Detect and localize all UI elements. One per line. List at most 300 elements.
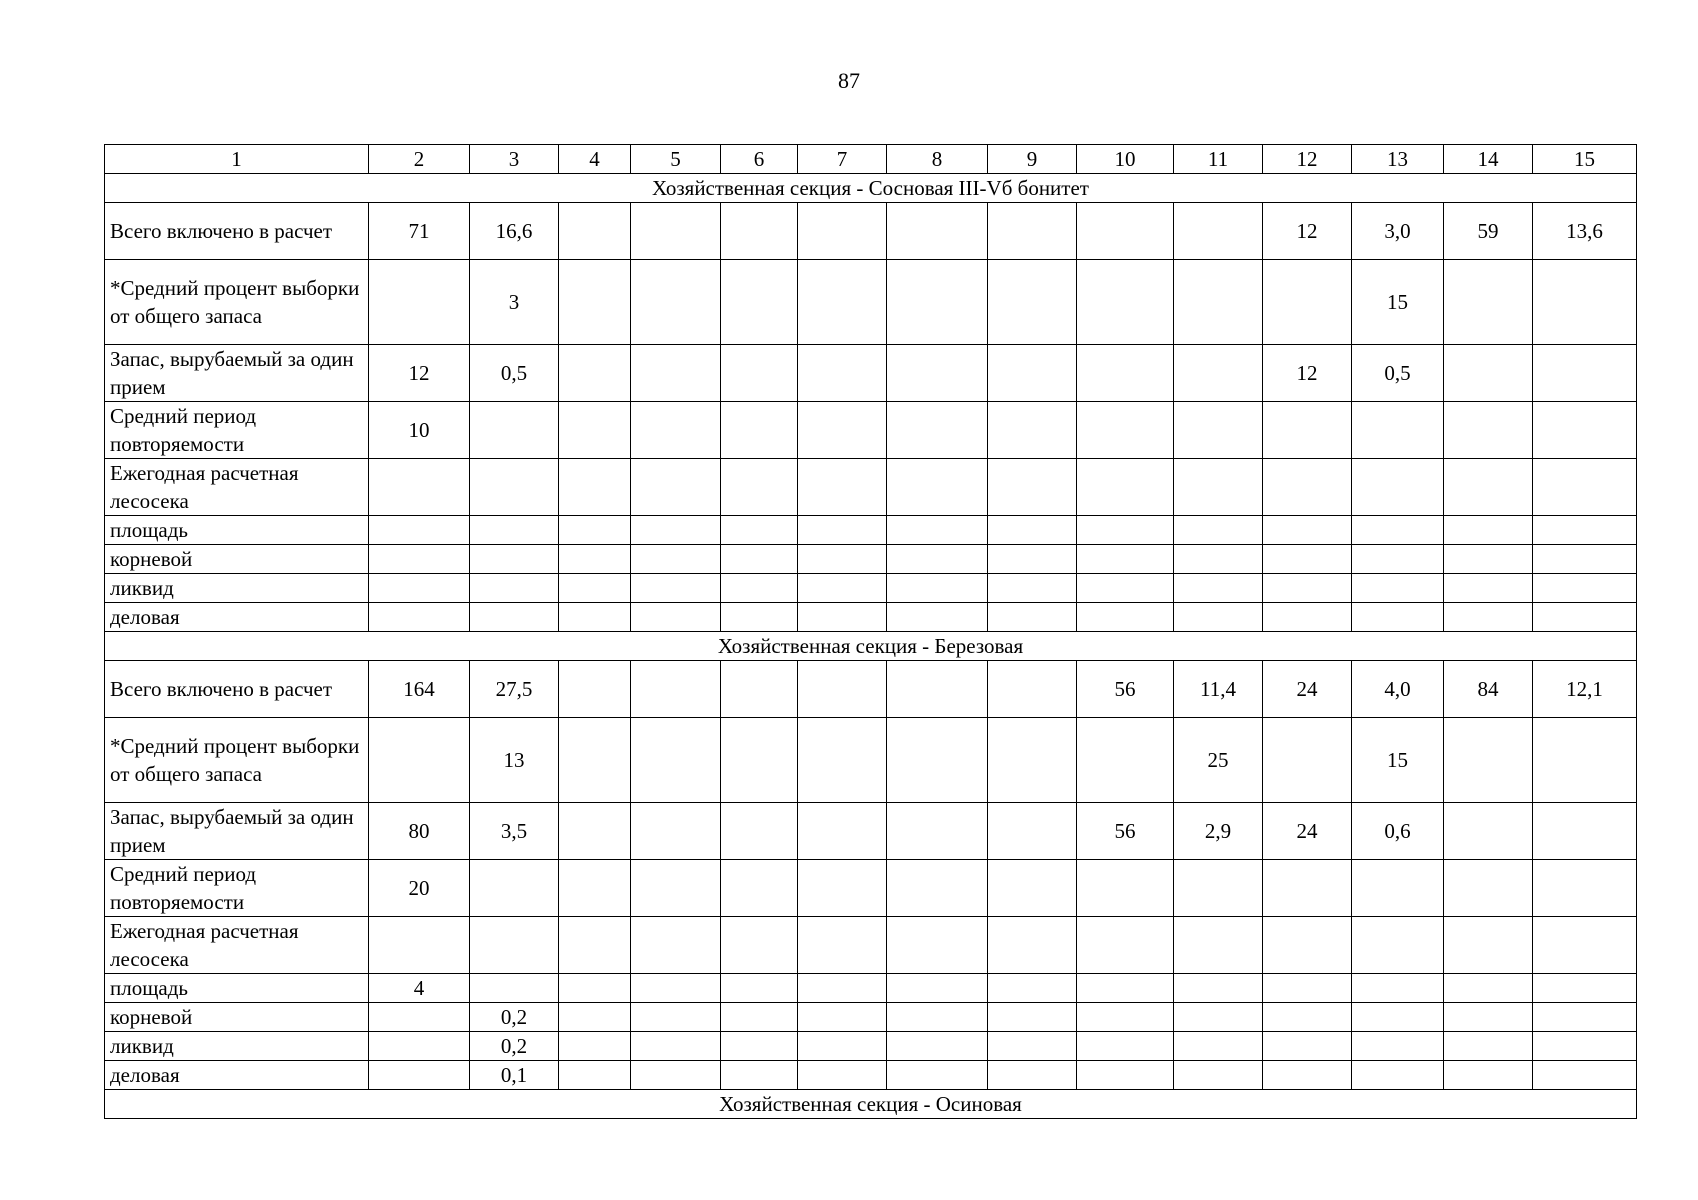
table-cell <box>631 402 721 459</box>
row-label: корневой <box>105 1003 369 1032</box>
table-cell: 12 <box>1263 345 1352 402</box>
table-cell <box>988 1003 1077 1032</box>
section-title: Хозяйственная секция - Осиновая <box>105 1090 1637 1119</box>
table-cell <box>887 516 988 545</box>
table-cell <box>369 260 470 345</box>
row-label: ликвид <box>105 574 369 603</box>
table-cell <box>1444 260 1533 345</box>
row-label: Средний период повторяемости <box>105 402 369 459</box>
table-cell <box>470 860 559 917</box>
table-cell <box>721 860 798 917</box>
table-cell <box>887 661 988 718</box>
table-cell <box>988 974 1077 1003</box>
table-cell <box>798 459 887 516</box>
table-cell <box>887 1003 988 1032</box>
table-cell <box>631 1032 721 1061</box>
table-cell <box>559 1003 631 1032</box>
table-cell: 10 <box>369 402 470 459</box>
table-cell: 0,5 <box>470 345 559 402</box>
table-cell <box>631 917 721 974</box>
table-row <box>105 516 1637 545</box>
table-cell <box>988 603 1077 632</box>
table-cell: 56 <box>1077 661 1174 718</box>
table-cell: 12 <box>1263 203 1352 260</box>
table-cell <box>1077 516 1174 545</box>
table-row <box>105 260 1637 345</box>
table-cell <box>721 661 798 718</box>
section-header-row <box>105 174 1637 203</box>
table-cell <box>631 661 721 718</box>
table-cell <box>798 974 887 1003</box>
table-body <box>105 145 1637 1119</box>
table-cell <box>721 574 798 603</box>
row-label: Всего включено в расчет <box>105 661 369 718</box>
table-cell <box>988 661 1077 718</box>
table-cell: 25 <box>1174 718 1263 803</box>
table-cell <box>887 803 988 860</box>
section-header-row <box>105 632 1637 661</box>
table-cell <box>631 1061 721 1090</box>
table-cell <box>1263 574 1352 603</box>
table-cell <box>369 917 470 974</box>
table-cell: 24 <box>1263 661 1352 718</box>
row-label: деловая <box>105 603 369 632</box>
table-cell <box>721 260 798 345</box>
table-cell <box>1077 345 1174 402</box>
column-number-cell: 15 <box>1533 145 1637 174</box>
table-cell <box>470 545 559 574</box>
table-cell: 11,4 <box>1174 661 1263 718</box>
table-cell <box>1263 516 1352 545</box>
table-cell <box>1077 545 1174 574</box>
table-cell <box>1174 203 1263 260</box>
table-cell <box>1174 1061 1263 1090</box>
table-cell <box>1263 260 1352 345</box>
table-cell <box>1352 516 1444 545</box>
column-number-cell: 12 <box>1263 145 1352 174</box>
table-cell <box>721 203 798 260</box>
table-cell <box>721 1061 798 1090</box>
row-label: деловая <box>105 1061 369 1090</box>
table-cell <box>470 516 559 545</box>
table-cell <box>721 402 798 459</box>
row-label: Запас, вырубаемый за один прием <box>105 803 369 860</box>
table-cell <box>1174 1003 1263 1032</box>
table-row <box>105 718 1637 803</box>
table-cell <box>559 603 631 632</box>
table-cell <box>1533 545 1637 574</box>
table-cell <box>631 974 721 1003</box>
table-cell <box>1077 574 1174 603</box>
table-cell <box>1444 1003 1533 1032</box>
table-cell <box>1444 718 1533 803</box>
table-cell <box>1077 860 1174 917</box>
table-cell <box>988 203 1077 260</box>
table-cell <box>1352 545 1444 574</box>
table-cell <box>631 203 721 260</box>
table-cell <box>470 974 559 1003</box>
table-cell: 4 <box>369 974 470 1003</box>
table-cell <box>1077 917 1174 974</box>
table-cell <box>798 917 887 974</box>
table-cell <box>369 545 470 574</box>
table-cell <box>1444 974 1533 1003</box>
table-cell <box>559 661 631 718</box>
table-cell: 164 <box>369 661 470 718</box>
table-cell <box>721 1032 798 1061</box>
table-cell: 0,1 <box>470 1061 559 1090</box>
table-cell <box>721 545 798 574</box>
table-cell <box>1352 1032 1444 1061</box>
table-cell <box>1352 402 1444 459</box>
table-cell <box>1352 1061 1444 1090</box>
table-cell <box>887 1061 988 1090</box>
table-row <box>105 974 1637 1003</box>
table-cell: 0,2 <box>470 1032 559 1061</box>
table-cell <box>1077 974 1174 1003</box>
table-cell <box>559 345 631 402</box>
table-cell <box>1533 1032 1637 1061</box>
table-cell <box>988 545 1077 574</box>
table-cell <box>1533 1003 1637 1032</box>
table-cell: 0,2 <box>470 1003 559 1032</box>
table-cell <box>798 574 887 603</box>
table-cell <box>369 1032 470 1061</box>
section-title: Хозяйственная секция - Березовая <box>105 632 1637 661</box>
table-row <box>105 402 1637 459</box>
table-cell: 3,5 <box>470 803 559 860</box>
table-cell <box>988 860 1077 917</box>
table-cell: 59 <box>1444 203 1533 260</box>
table-cell <box>887 974 988 1003</box>
table-cell <box>1263 1003 1352 1032</box>
table-cell <box>1174 574 1263 603</box>
table-cell <box>1533 718 1637 803</box>
table-row <box>105 1061 1637 1090</box>
table-cell <box>559 574 631 603</box>
table-cell <box>1174 860 1263 917</box>
table-cell <box>1533 402 1637 459</box>
table-cell <box>1077 603 1174 632</box>
section-header-row <box>105 1090 1637 1119</box>
table-cell <box>721 345 798 402</box>
table-cell <box>1533 917 1637 974</box>
table-cell <box>1533 574 1637 603</box>
table-row <box>105 603 1637 632</box>
table-cell <box>559 203 631 260</box>
table-cell <box>1077 718 1174 803</box>
table-cell <box>798 661 887 718</box>
table-cell <box>631 345 721 402</box>
table-cell <box>470 459 559 516</box>
table-cell <box>798 345 887 402</box>
table-cell <box>369 603 470 632</box>
table-cell: 3 <box>470 260 559 345</box>
table-cell <box>559 974 631 1003</box>
column-number-cell: 11 <box>1174 145 1263 174</box>
table-cell <box>1444 1032 1533 1061</box>
table-cell <box>721 459 798 516</box>
column-number-row <box>105 145 1637 174</box>
table-cell <box>470 603 559 632</box>
table-cell <box>798 545 887 574</box>
table-cell <box>798 203 887 260</box>
column-number-cell: 8 <box>887 145 988 174</box>
table-cell <box>1352 1003 1444 1032</box>
table-cell <box>1174 402 1263 459</box>
table-cell <box>1533 516 1637 545</box>
table-row <box>105 203 1637 260</box>
table-cell <box>1444 574 1533 603</box>
table-cell <box>721 803 798 860</box>
table-cell <box>559 402 631 459</box>
table-row <box>105 545 1637 574</box>
table-cell <box>369 1003 470 1032</box>
table-cell <box>559 860 631 917</box>
table-cell <box>1263 718 1352 803</box>
table-cell <box>1263 917 1352 974</box>
table-cell <box>721 974 798 1003</box>
table-cell <box>1444 516 1533 545</box>
table-cell <box>1174 459 1263 516</box>
table-cell <box>988 516 1077 545</box>
table-cell <box>721 1003 798 1032</box>
table-cell <box>798 260 887 345</box>
table-cell <box>559 718 631 803</box>
table-cell <box>988 574 1077 603</box>
row-label: площадь <box>105 516 369 545</box>
table-cell: 0,5 <box>1352 345 1444 402</box>
table-cell: 27,5 <box>470 661 559 718</box>
table-cell <box>798 1032 887 1061</box>
table-cell <box>559 459 631 516</box>
table-cell <box>1352 917 1444 974</box>
table-cell <box>988 1032 1077 1061</box>
table-cell <box>988 718 1077 803</box>
table-cell <box>798 1061 887 1090</box>
table-cell <box>369 516 470 545</box>
table-cell <box>1174 1032 1263 1061</box>
table-cell <box>1263 860 1352 917</box>
table-cell: 20 <box>369 860 470 917</box>
table-cell <box>1352 974 1444 1003</box>
table-cell <box>1174 345 1263 402</box>
table-cell <box>369 1061 470 1090</box>
table-cell <box>631 574 721 603</box>
table-cell <box>887 718 988 803</box>
row-label: *Средний процент выборки от общего запаса <box>105 260 369 345</box>
table-cell <box>1444 917 1533 974</box>
table-cell <box>1263 1061 1352 1090</box>
table-cell <box>798 803 887 860</box>
table-cell <box>988 345 1077 402</box>
table-cell <box>887 1032 988 1061</box>
table-cell <box>798 402 887 459</box>
table-cell <box>1077 260 1174 345</box>
table-cell: 13 <box>470 718 559 803</box>
column-number-cell: 6 <box>721 145 798 174</box>
table-cell <box>1077 402 1174 459</box>
table-cell <box>887 459 988 516</box>
table-cell <box>559 516 631 545</box>
column-number-cell: 5 <box>631 145 721 174</box>
table-cell <box>1533 603 1637 632</box>
table-cell <box>1444 860 1533 917</box>
table-cell <box>1077 1032 1174 1061</box>
table-cell <box>1352 459 1444 516</box>
table-cell <box>369 574 470 603</box>
table-cell <box>1533 459 1637 516</box>
column-number-cell: 2 <box>369 145 470 174</box>
row-label: Ежегодная расчетная лесосека <box>105 459 369 516</box>
table-cell <box>631 718 721 803</box>
table-cell <box>1263 1032 1352 1061</box>
table-cell <box>721 718 798 803</box>
table-cell: 12 <box>369 345 470 402</box>
table-cell: 3,0 <box>1352 203 1444 260</box>
table-cell <box>887 917 988 974</box>
table-cell <box>559 260 631 345</box>
table-cell <box>721 516 798 545</box>
page-number: 87 <box>838 68 860 93</box>
table-cell <box>721 603 798 632</box>
section-title: Хозяйственная секция - Сосновая III-Vб бонитет <box>105 174 1637 203</box>
table-cell: 12,1 <box>1533 661 1637 718</box>
row-label: Всего включено в расчет <box>105 203 369 260</box>
table-cell <box>887 603 988 632</box>
table-cell <box>1077 203 1174 260</box>
table-cell <box>798 603 887 632</box>
column-number-cell: 9 <box>988 145 1077 174</box>
table-row <box>105 574 1637 603</box>
row-label: Запас, вырубаемый за один прием <box>105 345 369 402</box>
table-cell <box>1444 603 1533 632</box>
table-cell <box>631 459 721 516</box>
table-cell <box>1263 603 1352 632</box>
table-cell <box>798 516 887 545</box>
table-cell <box>1174 516 1263 545</box>
table-cell <box>1533 974 1637 1003</box>
table-row <box>105 917 1637 974</box>
table-cell <box>798 718 887 803</box>
table-cell <box>1352 574 1444 603</box>
allowable-cut-table <box>104 144 1637 1119</box>
table-row <box>105 661 1637 718</box>
row-label: корневой <box>105 545 369 574</box>
table-cell <box>1444 545 1533 574</box>
table-cell <box>721 917 798 974</box>
table-cell <box>559 1061 631 1090</box>
table-cell <box>1444 1061 1533 1090</box>
table-cell <box>1533 1061 1637 1090</box>
table-cell <box>1077 1061 1174 1090</box>
table-cell <box>631 803 721 860</box>
row-label: Ежегодная расчетная лесосека <box>105 917 369 974</box>
table-cell <box>369 459 470 516</box>
table-cell <box>887 402 988 459</box>
table-cell <box>1174 917 1263 974</box>
table-cell <box>1444 459 1533 516</box>
table-cell <box>887 545 988 574</box>
table-cell: 2,9 <box>1174 803 1263 860</box>
table-cell <box>887 203 988 260</box>
table-cell <box>798 1003 887 1032</box>
table-cell <box>988 917 1077 974</box>
table-cell <box>1533 260 1637 345</box>
row-label: площадь <box>105 974 369 1003</box>
column-number-cell: 3 <box>470 145 559 174</box>
table-cell <box>1444 803 1533 860</box>
table-cell <box>631 516 721 545</box>
table-cell: 71 <box>369 203 470 260</box>
table-row <box>105 1003 1637 1032</box>
table-cell <box>1263 974 1352 1003</box>
table-cell <box>1174 974 1263 1003</box>
table-cell: 16,6 <box>470 203 559 260</box>
column-number-cell: 4 <box>559 145 631 174</box>
table-cell <box>1444 402 1533 459</box>
table-cell <box>887 574 988 603</box>
table-cell <box>887 260 988 345</box>
table-cell <box>1533 803 1637 860</box>
table-cell <box>887 345 988 402</box>
row-label: ликвид <box>105 1032 369 1061</box>
table-cell <box>1263 545 1352 574</box>
table-cell: 24 <box>1263 803 1352 860</box>
table-cell <box>1174 603 1263 632</box>
table-cell: 56 <box>1077 803 1174 860</box>
table-cell <box>631 860 721 917</box>
table-cell <box>470 574 559 603</box>
table-cell <box>369 718 470 803</box>
table-cell <box>1174 545 1263 574</box>
table-row <box>105 803 1637 860</box>
table-cell <box>470 917 559 974</box>
table-cell <box>1263 459 1352 516</box>
column-number-cell: 1 <box>105 145 369 174</box>
table-cell <box>1077 459 1174 516</box>
table-cell <box>988 402 1077 459</box>
table-cell <box>798 860 887 917</box>
column-number-cell: 13 <box>1352 145 1444 174</box>
table-cell <box>470 402 559 459</box>
table-row <box>105 1032 1637 1061</box>
table-cell <box>1352 603 1444 632</box>
table-cell <box>1533 345 1637 402</box>
table-cell: 84 <box>1444 661 1533 718</box>
table-cell <box>1352 860 1444 917</box>
table-cell <box>559 917 631 974</box>
column-number-cell: 7 <box>798 145 887 174</box>
table-cell <box>1077 1003 1174 1032</box>
table-cell <box>887 860 988 917</box>
table-cell <box>1174 260 1263 345</box>
table-cell <box>559 545 631 574</box>
table-cell <box>1533 860 1637 917</box>
table-cell <box>631 1003 721 1032</box>
table-cell <box>988 260 1077 345</box>
row-label: *Средний процент выборки от общего запаса <box>105 718 369 803</box>
table-cell <box>631 260 721 345</box>
table-cell: 0,6 <box>1352 803 1444 860</box>
table-cell <box>559 803 631 860</box>
table-cell: 4,0 <box>1352 661 1444 718</box>
table-cell <box>631 545 721 574</box>
table-cell: 80 <box>369 803 470 860</box>
table-row <box>105 459 1637 516</box>
column-number-cell: 10 <box>1077 145 1174 174</box>
table-cell: 15 <box>1352 718 1444 803</box>
